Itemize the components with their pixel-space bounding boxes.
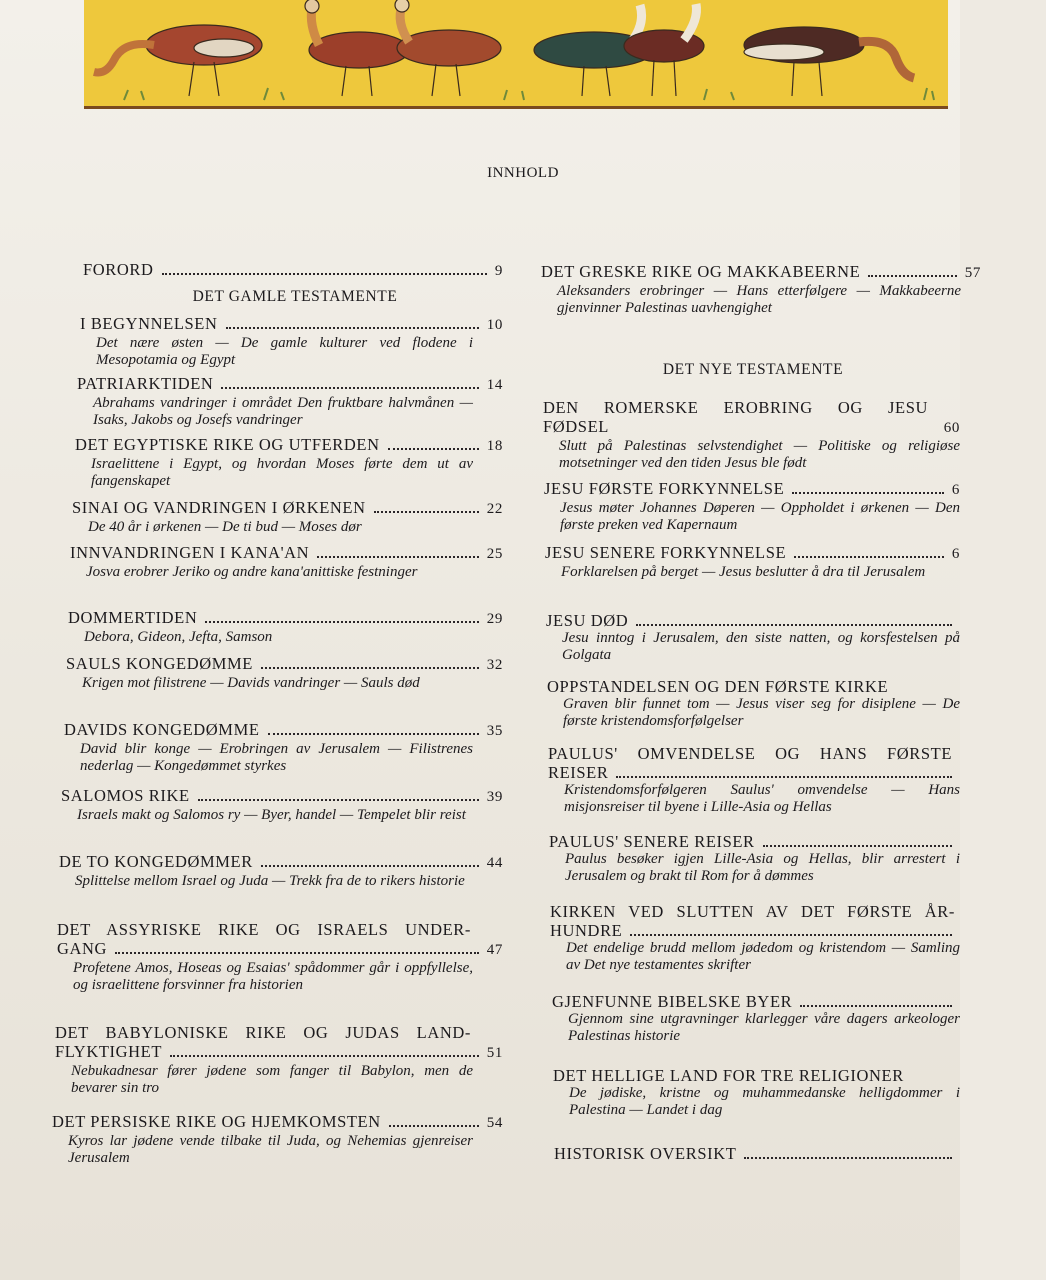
entry-page: 22 bbox=[486, 501, 503, 517]
toc-entry[interactable] bbox=[545, 543, 960, 581]
entry-description: Slutt på Palestinas selvstendighet — Politiske og religiøse motsetninger ved den tiden Jesus ble født bbox=[559, 438, 960, 471]
entry-title: SINAI OG VANDRINGEN I ØRKENEN bbox=[72, 498, 366, 517]
toc-entry[interactable] bbox=[52, 1112, 503, 1167]
toc-entry[interactable] bbox=[546, 611, 960, 664]
entry-title: DET PERSISKE RIKE OG HJEMKOMSTEN bbox=[52, 1112, 381, 1131]
toc-entry[interactable] bbox=[68, 608, 503, 646]
leader-dots bbox=[205, 621, 478, 623]
entry-description: Graven blir funnet tom — Jesus viser seg for disiplene — De første kristendomsforfølgelser bbox=[563, 696, 960, 729]
toc-entry[interactable] bbox=[554, 1144, 960, 1163]
toc-entry[interactable] bbox=[553, 1066, 960, 1119]
entry-title: HISTORISK OVERSIKT bbox=[554, 1144, 737, 1163]
toc-entry[interactable] bbox=[57, 920, 503, 994]
entry-title: FORORD bbox=[83, 260, 154, 279]
leader-dots bbox=[170, 1055, 479, 1057]
toc-entry[interactable] bbox=[66, 654, 503, 692]
entry-page: 9 bbox=[494, 263, 503, 279]
entry-title: JESU SENERE FORKYNNELSE bbox=[545, 543, 787, 562]
entry-title: SALOMOS RIKE bbox=[61, 786, 190, 805]
entry-description: Jesus møter Johannes Døperen — Oppholdet i ørkenen — Den første preken ved Kapernaum bbox=[560, 500, 960, 533]
leader-dots bbox=[162, 273, 487, 275]
geese-frieze-illustration bbox=[84, 0, 948, 109]
entry-title: DET BABYLONISKE RIKE OG JUDAS LAND- bbox=[55, 1023, 471, 1042]
entry-description: David blir konge — Erobringen av Jerusalem — Filistrenes nederlag — Kongedømmet styrkes bbox=[80, 741, 473, 774]
toc-entry[interactable] bbox=[77, 374, 503, 429]
entry-description: Israelittene i Egypt, og hvordan Moses førte dem ut av fangenskapet bbox=[91, 456, 473, 489]
toc-entry[interactable] bbox=[70, 543, 503, 581]
leader-dots bbox=[744, 1157, 952, 1159]
leader-dots bbox=[198, 799, 479, 801]
entry-description: Det endelige brudd mellom jødedom og kristendom — Samling av Det nye testamentes skrifter bbox=[566, 940, 960, 973]
entry-description: Abrahams vandringer i området Den fruktbare halvmånen — Isaks, Jakobs og Josefs vandringer bbox=[93, 395, 473, 428]
section-heading-new-testament: DET NYE TESTAMENTE bbox=[662, 361, 844, 378]
entry-page: 29 bbox=[486, 611, 503, 627]
entry-description: Nebukadnesar fører jødene som fanger til Babylon, men de bevarer sin tro bbox=[71, 1063, 473, 1096]
leader-dots bbox=[221, 387, 478, 389]
entry-title: DAVIDS KONGEDØMME bbox=[64, 720, 260, 739]
entry-page: 54 bbox=[486, 1115, 503, 1131]
entry-description: De jødiske, kristne og muhammedanske helligdommer i Palestina — Landet i dag bbox=[569, 1085, 960, 1118]
entry-description: Kyros lar jødene vende tilbake til Juda, og Nehemias gjenreiser Jerusalem bbox=[68, 1133, 473, 1166]
entry-page: 60 bbox=[943, 420, 960, 436]
toc-entry-forord[interactable] bbox=[83, 260, 503, 281]
entry-description: Det nære østen — De gamle kulturer ved flodene i Mesopotamia og Egypt bbox=[96, 335, 473, 368]
entry-page: 6 bbox=[951, 546, 960, 562]
entry-description: Profetene Amos, Hoseas og Esaias' spådommer går i oppfyllelse, og israelittene forsvinner fra historien bbox=[73, 960, 473, 993]
toc-entry[interactable] bbox=[552, 992, 960, 1045]
leader-dots bbox=[115, 952, 479, 954]
entry-title: DET GRESKE RIKE OG MAKKABEERNE bbox=[541, 262, 861, 281]
leader-dots bbox=[261, 865, 479, 867]
entry-title: DET ASSYRISKE RIKE OG ISRAELS UNDER- bbox=[57, 920, 471, 939]
entry-description: Israels makt og Salomos ry — Byer, handel — Tempelet blir reist bbox=[77, 807, 466, 823]
leader-dots bbox=[794, 556, 944, 558]
entry-description: De 40 år i ørkenen — De ti bud — Moses dør bbox=[88, 519, 362, 535]
leader-dots bbox=[388, 448, 479, 450]
entry-page: 14 bbox=[486, 377, 503, 393]
entry-description: Krigen mot filistrene — Davids vandringer — Sauls død bbox=[82, 675, 420, 691]
entry-page: 47 bbox=[486, 942, 503, 958]
toc-entry[interactable] bbox=[72, 498, 503, 536]
entry-description: Aleksanders erobringer — Hans etterfølgere — Makkabeerne gjenvinner Palestinas uavhengighet bbox=[557, 283, 961, 316]
leader-dots bbox=[317, 556, 479, 558]
entry-description: Josva erobrer Jeriko og andre kana'anittiske festninger bbox=[86, 564, 418, 580]
entry-page: 35 bbox=[486, 723, 503, 739]
leader-dots bbox=[226, 327, 479, 329]
toc-entry[interactable] bbox=[61, 786, 503, 824]
toc-entry[interactable] bbox=[544, 479, 960, 534]
leader-dots bbox=[636, 624, 952, 626]
entry-page: 10 bbox=[486, 317, 503, 333]
entry-title: GJENFUNNE BIBELSKE BYER bbox=[552, 992, 793, 1011]
entry-description: Splittelse mellom Israel og Juda — Trekk fra de to rikers historie bbox=[75, 873, 465, 889]
entry-title: DE TO KONGEDØMMER bbox=[59, 852, 253, 871]
entry-description: Gjennom sine utgravninger klarlegger våre dagers arkeologer Palestinas historie bbox=[568, 1011, 960, 1044]
entry-title: PAULUS' SENERE REISER bbox=[549, 832, 755, 851]
entry-title: I BEGYNNELSEN bbox=[80, 314, 218, 333]
leader-dots bbox=[630, 934, 952, 936]
entry-title: JESU FØRSTE FORKYNNELSE bbox=[544, 479, 785, 498]
toc-entry[interactable] bbox=[550, 902, 960, 974]
entry-title: DET EGYPTISKE RIKE OG UTFERDEN bbox=[75, 435, 380, 454]
toc-entry[interactable] bbox=[64, 720, 503, 775]
leader-dots bbox=[800, 1005, 952, 1007]
toc-entry[interactable] bbox=[75, 435, 503, 490]
leader-dots bbox=[261, 667, 479, 669]
entry-description: Forklarelsen på berget — Jesus beslutter å dra til Jerusalem bbox=[561, 564, 926, 580]
entry-description: Jesu inntog i Jerusalem, den siste natten, og korsfestelsen på Golgata bbox=[562, 630, 960, 663]
entry-title: INNVANDRINGEN I KANA'AN bbox=[70, 543, 310, 562]
toc-entry[interactable] bbox=[59, 852, 503, 890]
toc-entry[interactable] bbox=[549, 832, 960, 885]
entry-page: 18 bbox=[486, 438, 503, 454]
entry-title: PAULUS' OMVENDELSE OG HANS FØRSTE bbox=[548, 744, 952, 763]
toc-entry[interactable] bbox=[548, 744, 960, 816]
entry-page: 44 bbox=[486, 855, 503, 871]
entry-page: 51 bbox=[486, 1045, 503, 1061]
contents-heading: INNHOLD bbox=[487, 165, 559, 181]
entry-page: 32 bbox=[486, 657, 503, 673]
leader-dots bbox=[792, 492, 944, 494]
entry-description: Paulus besøker igjen Lille-Asia og Hellas, blir arrestert i Jerusalem og brakt til Rom for å dømmes bbox=[565, 851, 960, 884]
entry-title: JESU DØD bbox=[546, 611, 629, 630]
toc-entry[interactable] bbox=[547, 677, 960, 730]
entry-title-continued: HUNDRE bbox=[550, 921, 623, 940]
entry-page: 39 bbox=[486, 789, 503, 805]
entry-title-continued: GANG bbox=[57, 939, 108, 958]
entry-title-continued: FLYKTIGHET bbox=[55, 1042, 162, 1061]
leader-dots bbox=[868, 275, 957, 277]
entry-description: Debora, Gideon, Jefta, Samson bbox=[84, 629, 273, 645]
entry-description: Kristendomsforfølgeren Saulus' omvendelse — Hans misjonsreiser til byene i Lille-Asia og Hellas bbox=[564, 782, 960, 815]
entry-page: 57 bbox=[964, 265, 981, 281]
entry-title: OPPSTANDELSEN OG DEN FØRSTE KIRKE bbox=[547, 677, 889, 696]
entry-title: DET HELLIGE LAND FOR TRE RELIGIONER bbox=[553, 1066, 904, 1085]
leader-dots bbox=[268, 733, 479, 735]
entry-title: PATRIARKTIDEN bbox=[77, 374, 214, 393]
toc-entry[interactable] bbox=[543, 398, 960, 472]
entry-title: KIRKEN VED SLUTTEN AV DET FØRSTE ÅR- bbox=[550, 902, 955, 921]
entry-title: DOMMERTIDEN bbox=[68, 608, 198, 627]
leader-dots bbox=[389, 1125, 479, 1127]
entry-page: 25 bbox=[486, 546, 503, 562]
leader-dots bbox=[616, 776, 952, 778]
entry-title: SAULS KONGEDØMME bbox=[66, 654, 253, 673]
entry-page: 6 bbox=[951, 482, 960, 498]
leader-dots bbox=[763, 845, 952, 847]
toc-entry[interactable] bbox=[55, 1023, 503, 1097]
entry-title: DEN ROMERSKE EROBRING OG JESU bbox=[543, 398, 928, 417]
entry-title-continued: REISER bbox=[548, 763, 609, 782]
toc-entry[interactable] bbox=[80, 314, 503, 369]
entry-title-continued: FØDSEL bbox=[543, 417, 609, 436]
toc-entry[interactable] bbox=[541, 262, 981, 317]
section-heading-old-testament: DET GAMLE TESTAMENTE bbox=[192, 288, 398, 305]
leader-dots bbox=[374, 511, 479, 513]
